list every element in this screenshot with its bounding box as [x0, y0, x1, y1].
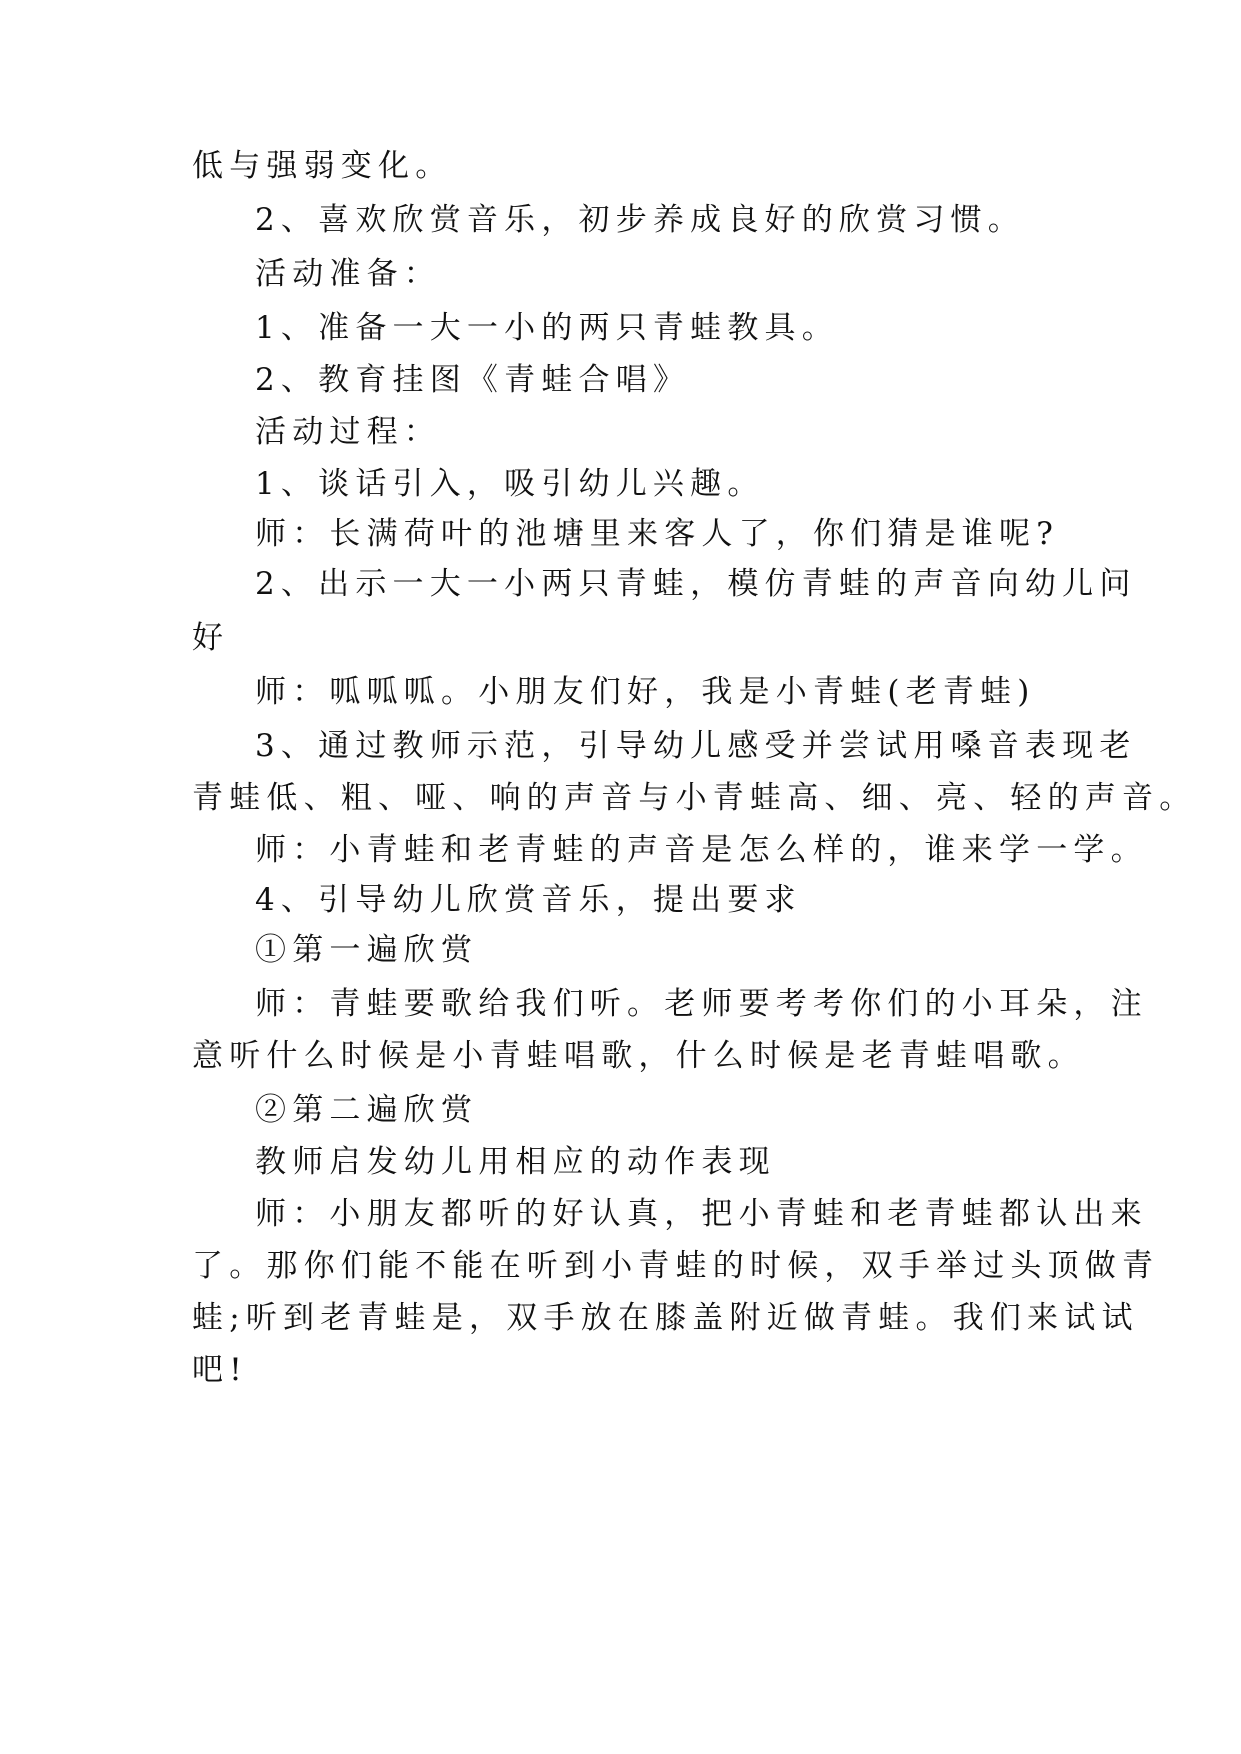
text-line: 教师启发幼儿用相应的动作表现	[255, 1144, 776, 1180]
text-line: 2、出示一大一小两只青蛙，模仿青蛙的声音向幼儿问	[255, 566, 1137, 602]
text-line: 意听什么时候是小青蛙唱歌，什么时候是老青蛙唱歌。	[192, 1038, 1085, 1074]
text-line: 1、准备一大一小的两只青蛙教具。	[255, 310, 839, 346]
text-line: 师：长满荷叶的池塘里来客人了，你们猜是谁呢?	[255, 516, 1060, 552]
text-line: 吧!	[192, 1352, 248, 1388]
text-line: 好	[192, 620, 230, 656]
text-line: 师：小朋友都听的好认真，把小青蛙和老青蛙都认出来	[255, 1196, 1148, 1232]
text-line: 蛙;听到老青蛙是，双手放在膝盖附近做青蛙。我们来试试	[192, 1300, 1139, 1336]
text-line: 师：青蛙要歌给我们听。老师要考考你们的小耳朵，注	[255, 986, 1148, 1022]
text-line: 4、引导幼儿欣赏音乐，提出要求	[255, 882, 802, 918]
text-line: 师：呱呱呱。小朋友们好，我是小青蛙(老青蛙)	[255, 674, 1036, 710]
text-line: 3、通过教师示范，引导幼儿感受并尝试用嗓音表现老	[255, 728, 1137, 764]
text-line: 2、喜欢欣赏音乐，初步养成良好的欣赏习惯。	[255, 202, 1025, 238]
text-line: 1、谈话引入，吸引幼儿兴趣。	[255, 466, 765, 502]
text-line: 低与强弱变化。	[192, 148, 453, 184]
text-line: 2、教育挂图《青蛙合唱》	[255, 362, 691, 398]
text-line: ②第二遍欣赏	[255, 1092, 479, 1128]
text-line: 了。那你们能不能在听到小青蛙的时候，双手举过头顶做青	[192, 1248, 1160, 1284]
text-line: 师：小青蛙和老青蛙的声音是怎么样的，谁来学一学。	[255, 832, 1148, 868]
section-heading: 活动过程：	[255, 414, 441, 450]
text-line: ①第一遍欣赏	[255, 932, 479, 968]
section-heading: 活动准备：	[255, 256, 441, 292]
text-line: 青蛙低、粗、哑、响的声音与小青蛙高、细、亮、轻的声音。	[192, 780, 1197, 816]
